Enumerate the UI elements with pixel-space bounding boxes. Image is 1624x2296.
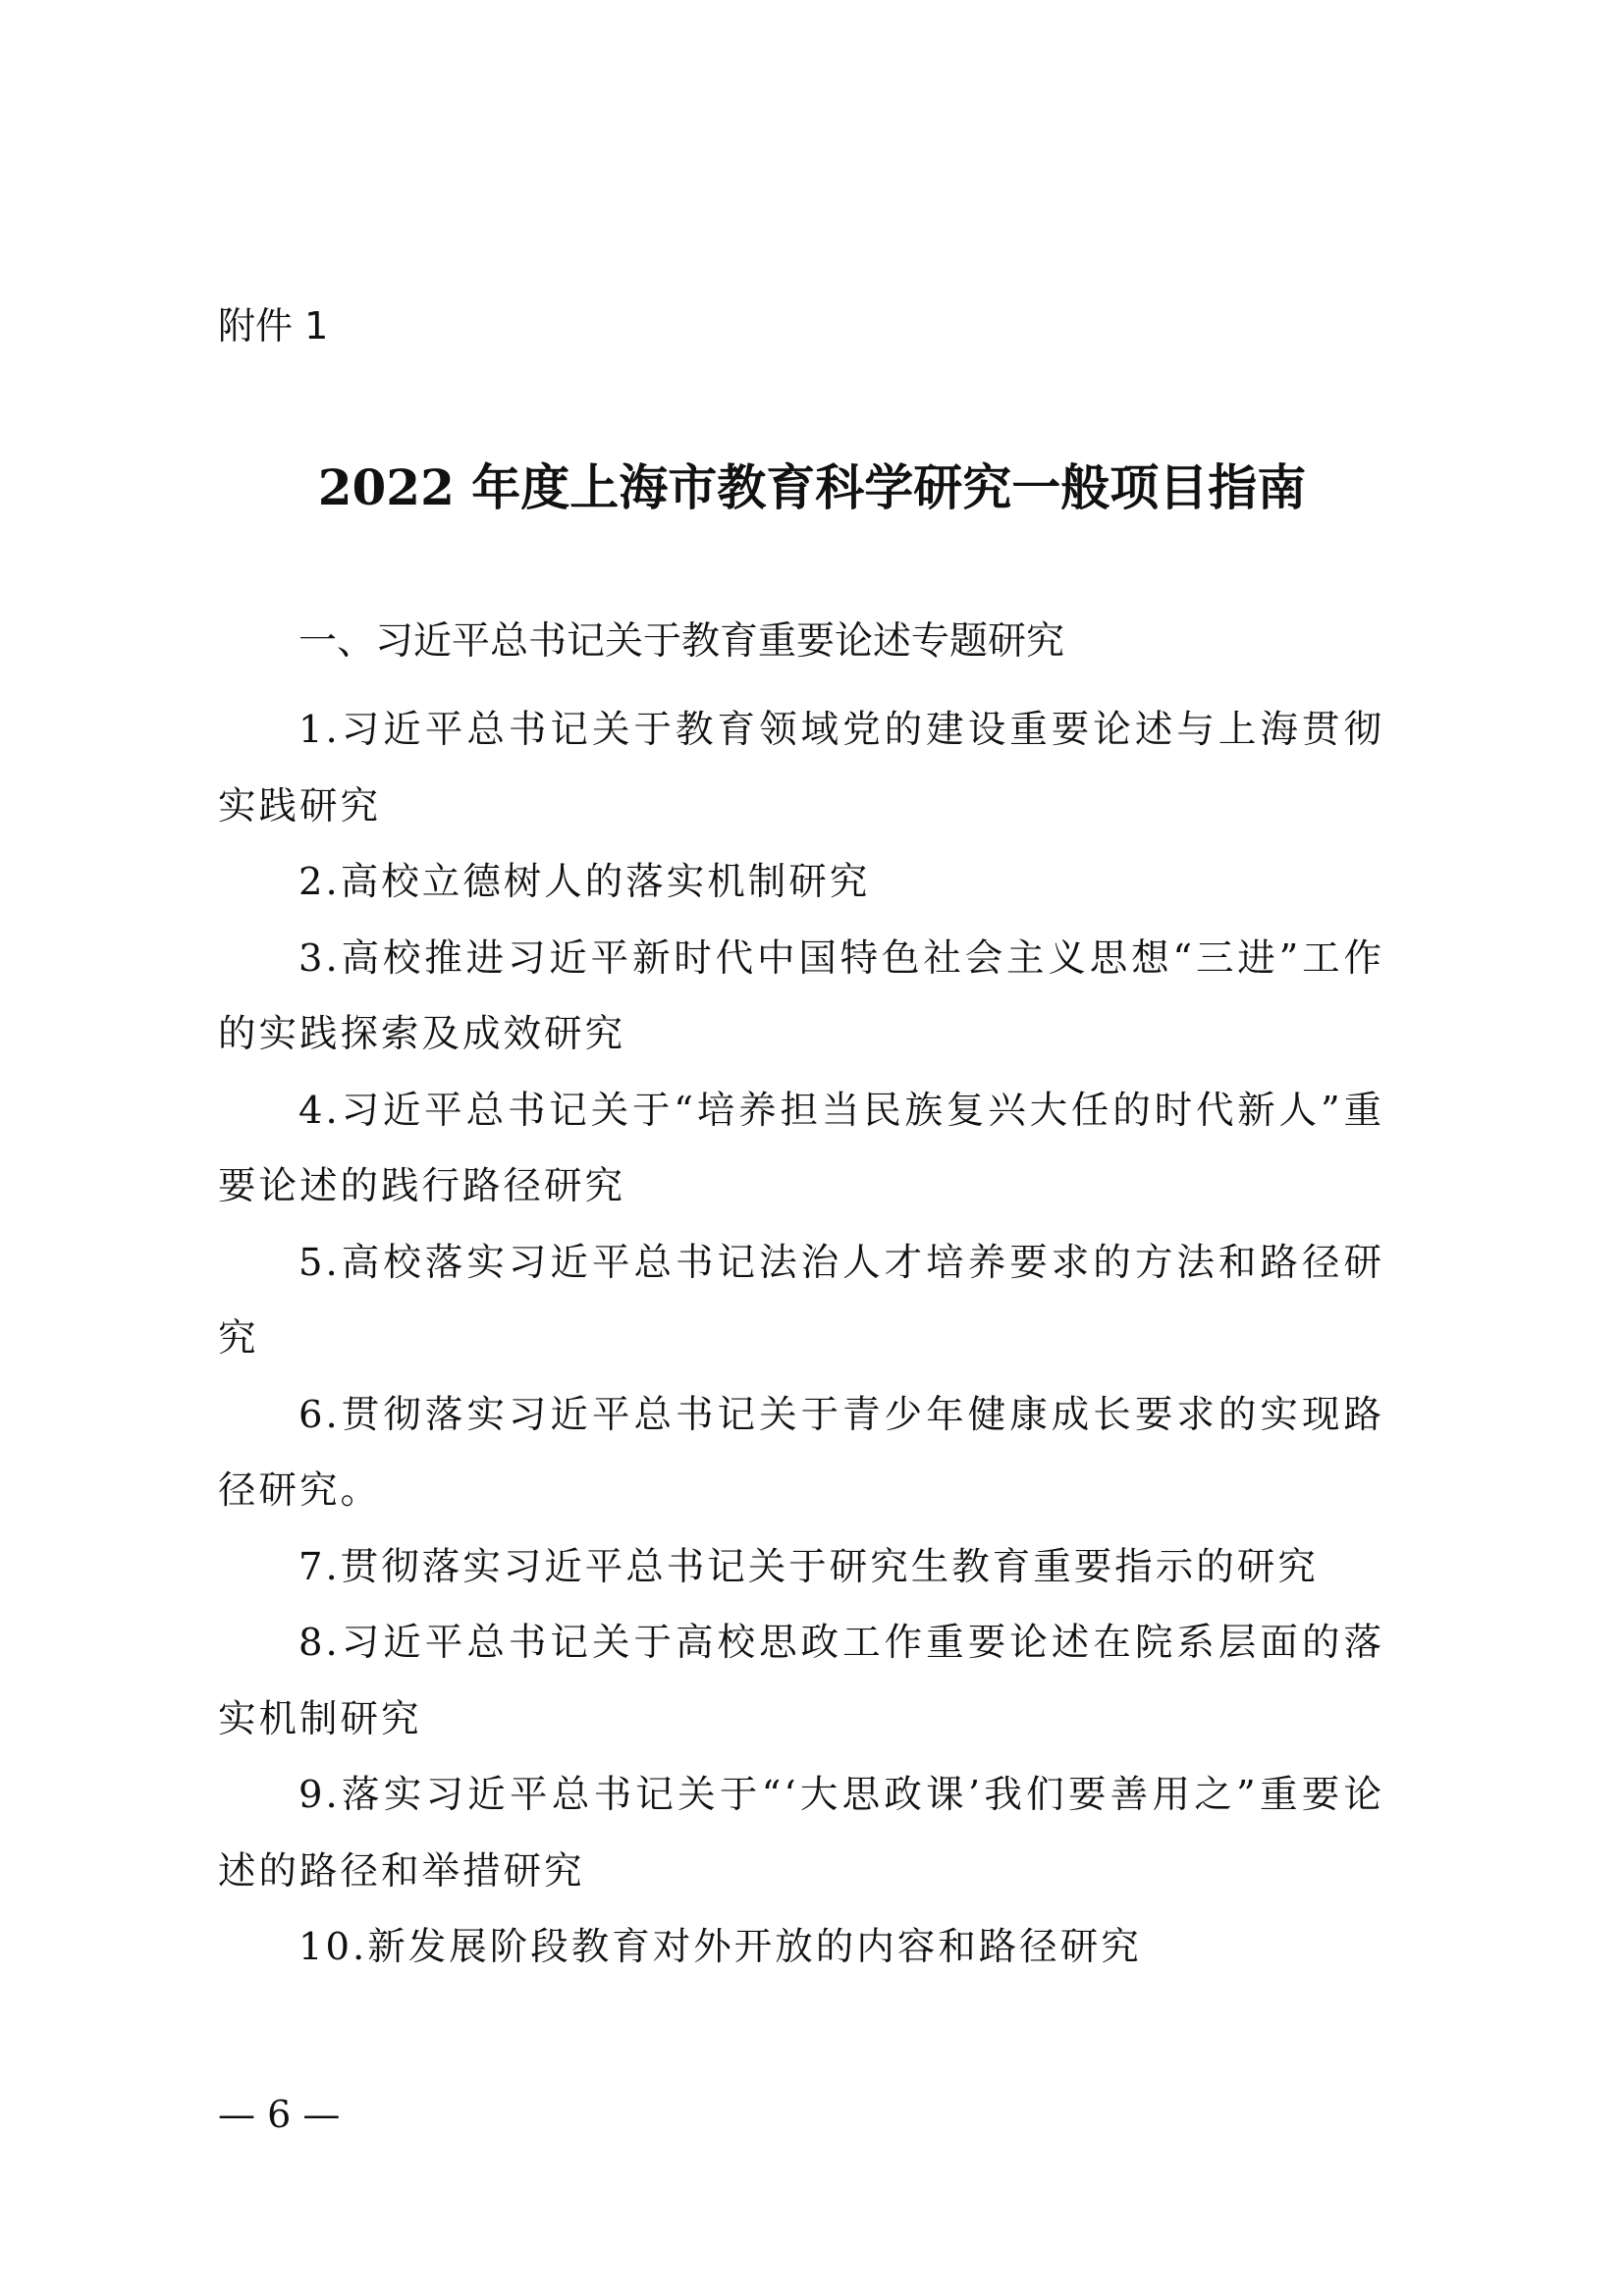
page-number: — 6 — <box>218 2093 341 2136</box>
topic-list <box>218 692 1384 1986</box>
topic-item-2: 2.高校立德树人的落实机制研究 <box>298 860 871 904</box>
topic-item-4: 4.习近平总书记关于“培养担当民族复兴大任的时代新人”重要论述的践行路径研究 <box>218 1088 1384 1208</box>
topic-item-9: 9.落实习近平总书记关于“‘大思政课’我们要善用之”重要论述的路径和举措研究 <box>218 1773 1384 1894</box>
topic-item-7: 7.贯彻落实习近平总书记关于研究生教育重要指示的研究 <box>298 1544 1319 1589</box>
topic-item-5: 5.高校落实习近平总书记法治人才培养要求的方法和路径研究 <box>218 1240 1384 1361</box>
document-title: 2022 年度上海市教育科学研究一般项目指南 <box>317 458 1307 516</box>
topic-item-1: 1.习近平总书记关于教育领域党的建设重要论述与上海贯彻实践研究 <box>218 708 1384 828</box>
topic-item-6: 6.贯彻落实习近平总书记关于青少年健康成长要求的实现路径研究。 <box>218 1392 1384 1513</box>
topic-item-10: 10.新发展阶段教育对外开放的内容和路径研究 <box>298 1925 1142 1969</box>
topic-item-8: 8.习近平总书记关于高校思政工作重要论述在院系层面的落实机制研究 <box>218 1621 1384 1741</box>
section-heading: 一、习近平总书记关于教育重要论述专题研究 <box>298 619 1065 664</box>
attachment-label: 附件 1 <box>218 304 329 347</box>
topic-item-3: 3.高校推进习近平新时代中国特色社会主义思想“三进”工作的实践探索及成效研究 <box>218 935 1384 1056</box>
